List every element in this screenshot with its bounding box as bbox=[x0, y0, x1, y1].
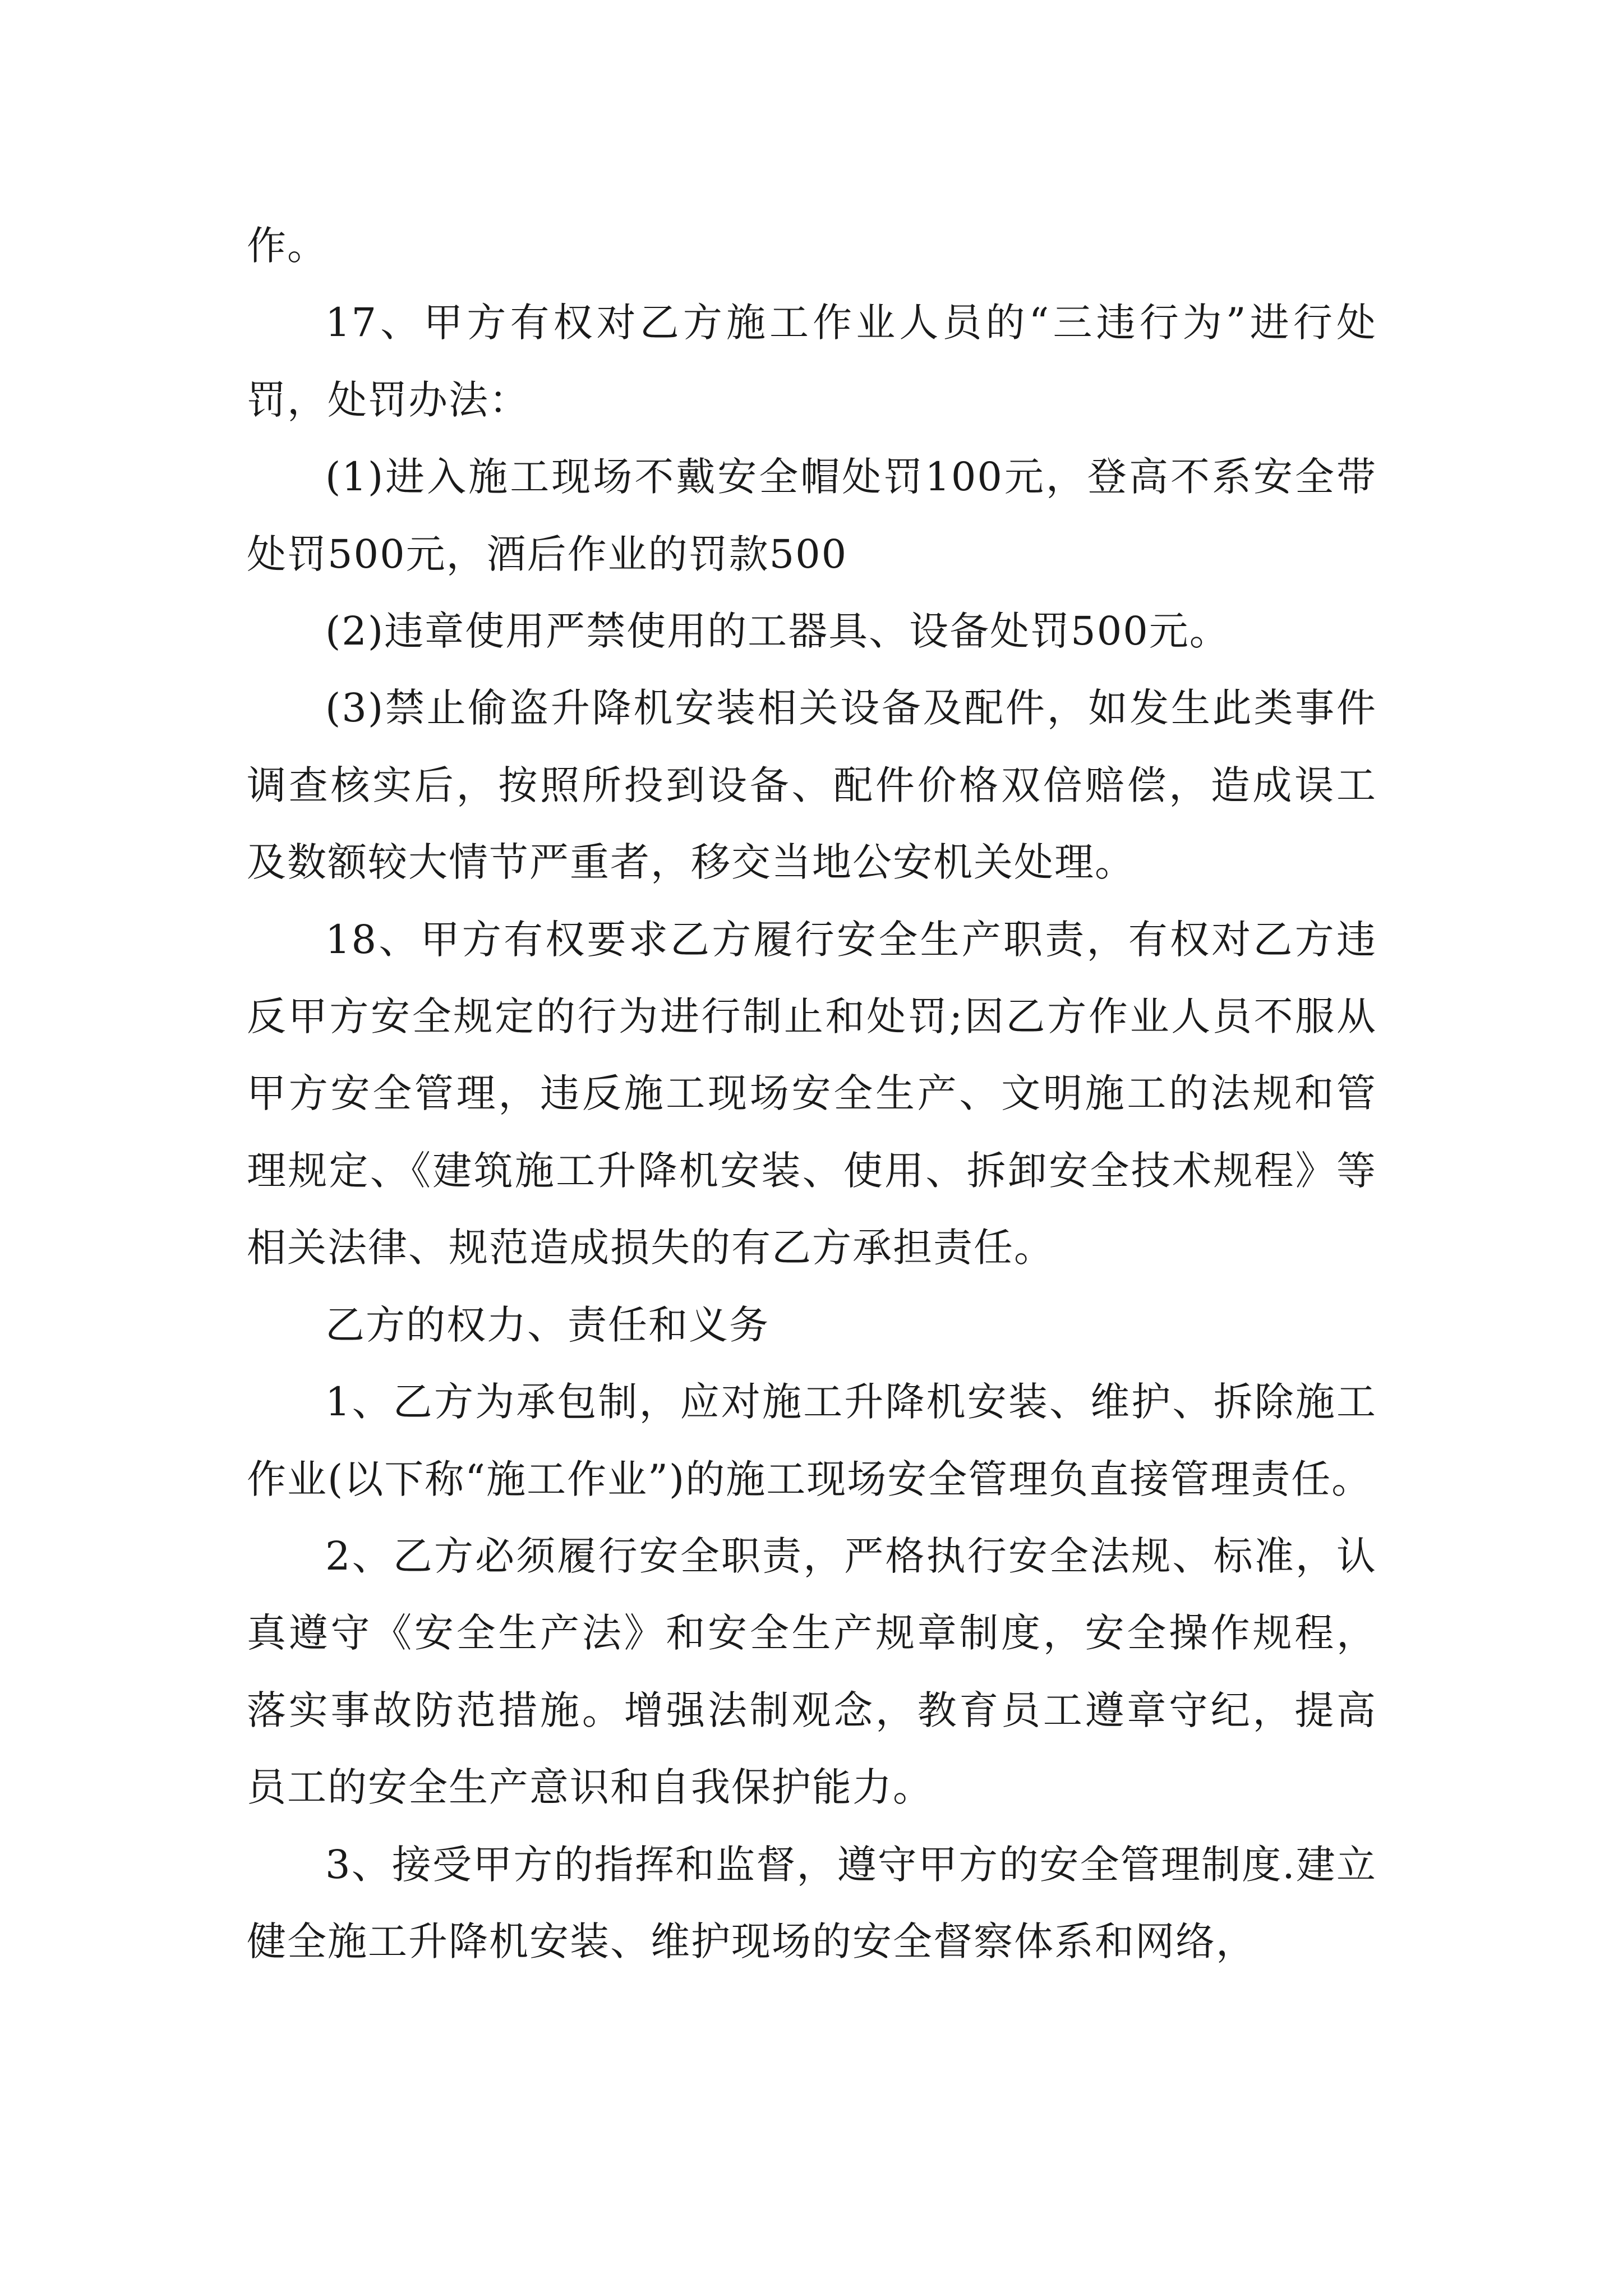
paragraph-party-b-2: 2、乙方必须履行安全职责，严格执行安全法规、标准，认真遵守《安全生产法》和安全生产规章制度，安全操作规程，落实事故防范措施。增强法制观念，教育员工遵章守纪，提高员工的安全生产意识和自我保护能力。 bbox=[247, 1533, 1377, 1811]
paragraph-item-17: 17、甲方有权对乙方施工作业人员的“三违行为”进行处罚，处罚办法： bbox=[247, 300, 1377, 423]
document-body bbox=[247, 208, 1377, 1980]
section-heading-party-b: 乙方的权力、责任和义务 bbox=[325, 1301, 769, 1348]
paragraph-party-b-1: 1、乙方为承包制，应对施工升降机安装、维护、拆除施工作业(以下称“施工作业”)的施工现场安全管理负直接管理责任。 bbox=[247, 1379, 1377, 1502]
paragraph-penalty-1: (1)进入施工现场不戴安全帽处罚100元，登高不系安全带处罚500元，酒后作业的罚款500 bbox=[247, 454, 1377, 577]
paragraph-penalty-3: (3)禁止偷盗升降机安装相关设备及配件，如发生此类事件调查核实后，按照所投到设备、配件价格双倍赔偿，造成误工及数额较大情节严重者，移交当地公安机关处理。 bbox=[247, 685, 1377, 886]
paragraph-party-b-3: 3、接受甲方的指挥和监督，遵守甲方的安全管理制度.建立健全施工升降机安装、维护现场的安全督察体系和网络， bbox=[247, 1841, 1377, 1964]
paragraph-penalty-2: (2)违章使用严禁使用的工器具、设备处罚500元。 bbox=[325, 608, 1230, 655]
paragraph-item-18: 18、甲方有权要求乙方履行安全生产职责，有权对乙方违反甲方安全规定的行为进行制止和处罚;因乙方作业人员不服从甲方安全管理，违反施工现场安全生产、文明施工的法规和管理规定、《建筑施工升降机安装、使用、拆卸安全技术规程》等相关法律、规范造成损失的有乙方承担责任。 bbox=[247, 916, 1377, 1271]
paragraph-continuation: 作。 bbox=[247, 223, 328, 269]
